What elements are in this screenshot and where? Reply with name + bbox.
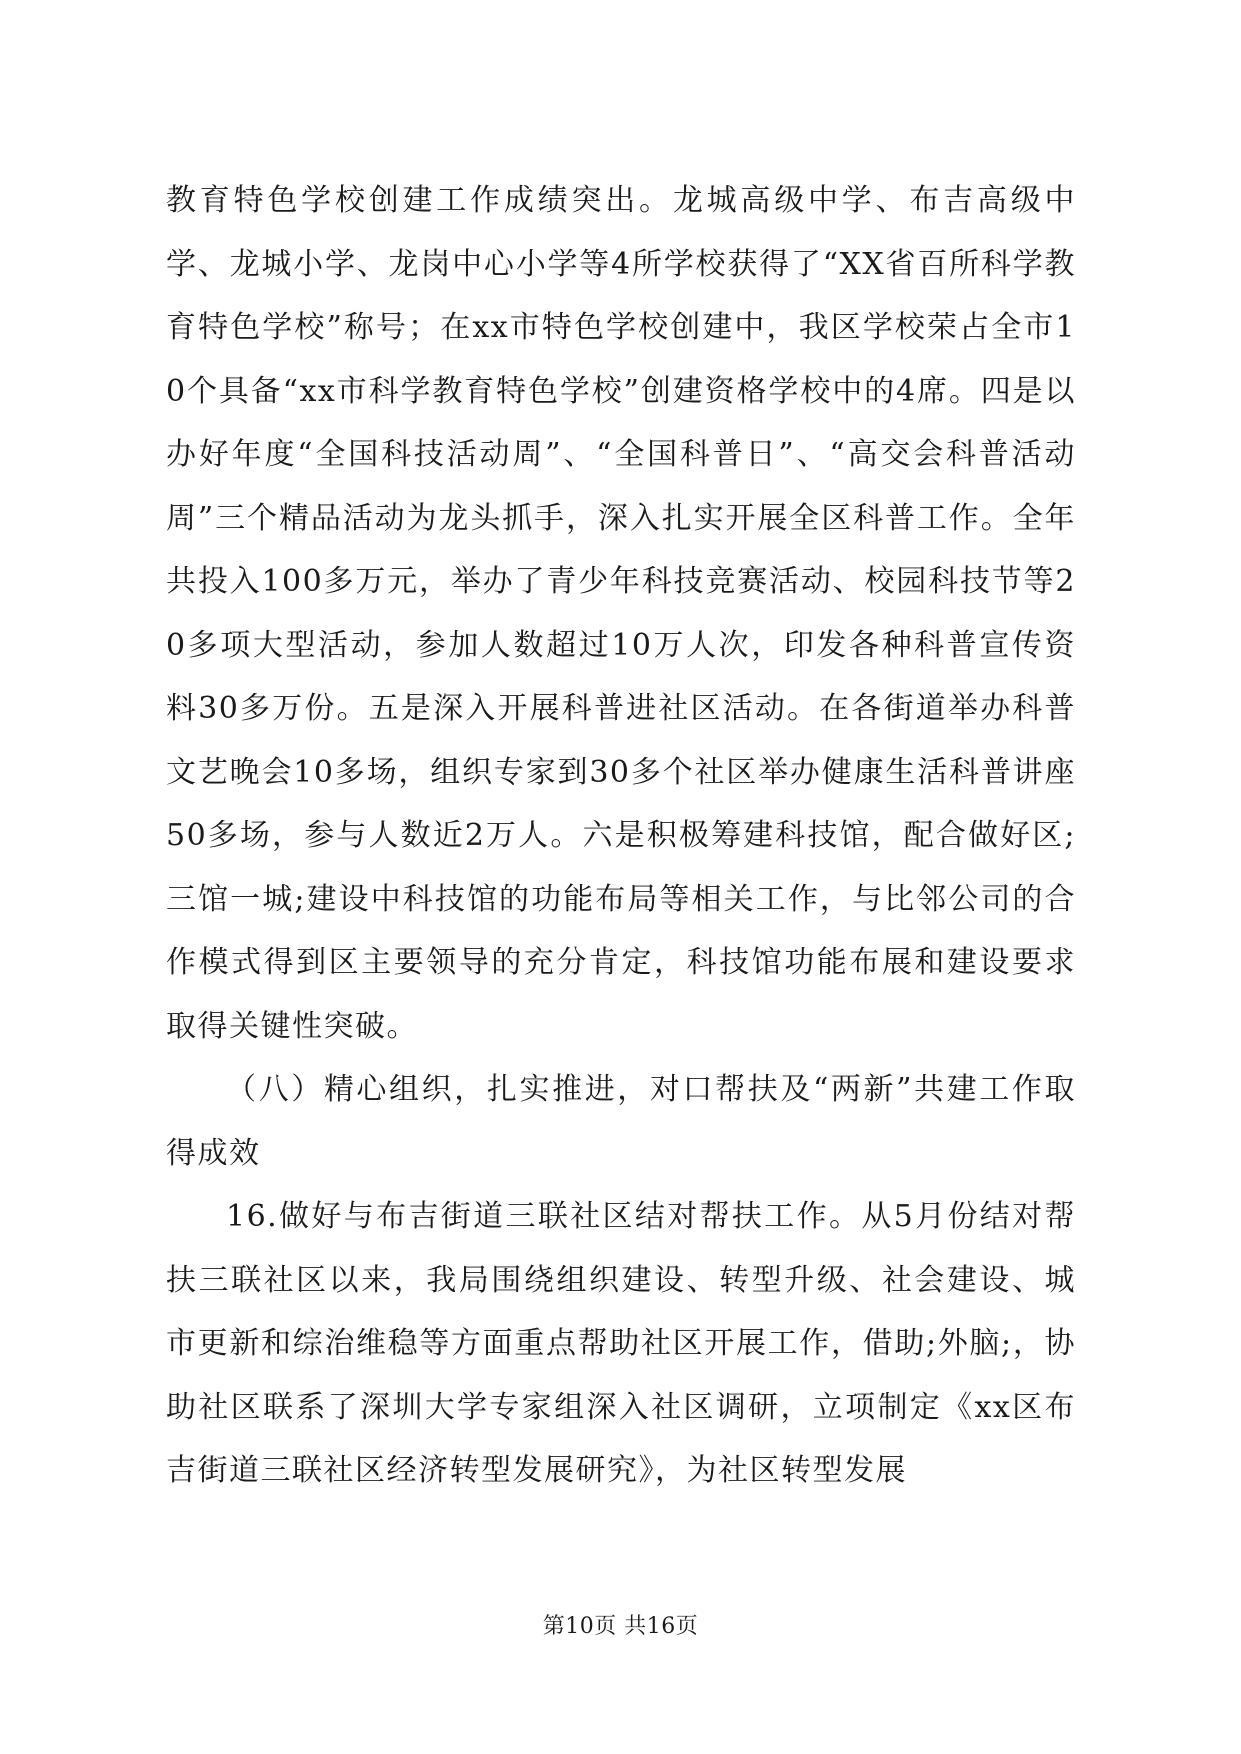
body-text bbox=[166, 169, 1076, 1503]
paragraph-item-16: 16.做好与布吉街道三联社区结对帮扶工作。从5月份结对帮扶三联社区以来，我局围绕组织建设、转型升级、社会建设、城市更新和综治维稳等方面重点帮助社区开展工作，借助;外脑;，协助社区联系了深圳大学专家组深入社区调研，立项制定《xx区布吉街道三联社区经济转型发展研究》，为社区转型发展 bbox=[166, 1199, 1076, 1488]
section-heading-eight: （八）精心组织，扎实推进，对口帮扶及“两新”共建工作取得成效 bbox=[166, 1072, 1076, 1171]
page-number-footer: 第10页 共16页 bbox=[542, 1614, 699, 1639]
paragraph-science-education: 教育特色学校创建工作成绩突出。龙城高级中学、布吉高级中学、龙城小学、龙岗中心小学等4所学校获得了“XX省百所科学教育特色学校”称号；在xx市特色学校创建中，我区学校荣占全市10个具备“xx市科学教育特色学校”创建资格学校中的4席。四是以办好年度“全国科技活动周”、“全国科普日”、“高交会科普活动周”三个精品活动为龙头抓手，深入扎实开展全区科普工作。全年共投入100多万元，举办了青少年科技竞赛活动、校园科技节等20多项大型活动，参加人数超过10万人次，印发各种科普宣传资料30多万份。五是深入开展科普进社区活动。在各街道举办科普文艺晚会10多场，组织专家到30多个社区举办健康生活科普讲座50多场，参与人数近2万人。六是积极筹建科技馆，配合做好区;三馆一城;建设中科技馆的功能布局等相关工作，与比邻公司的合作模式得到区主要领导的充分肯定，科技馆功能布展和建设要求取得关键性突破。 bbox=[166, 183, 1076, 1044]
